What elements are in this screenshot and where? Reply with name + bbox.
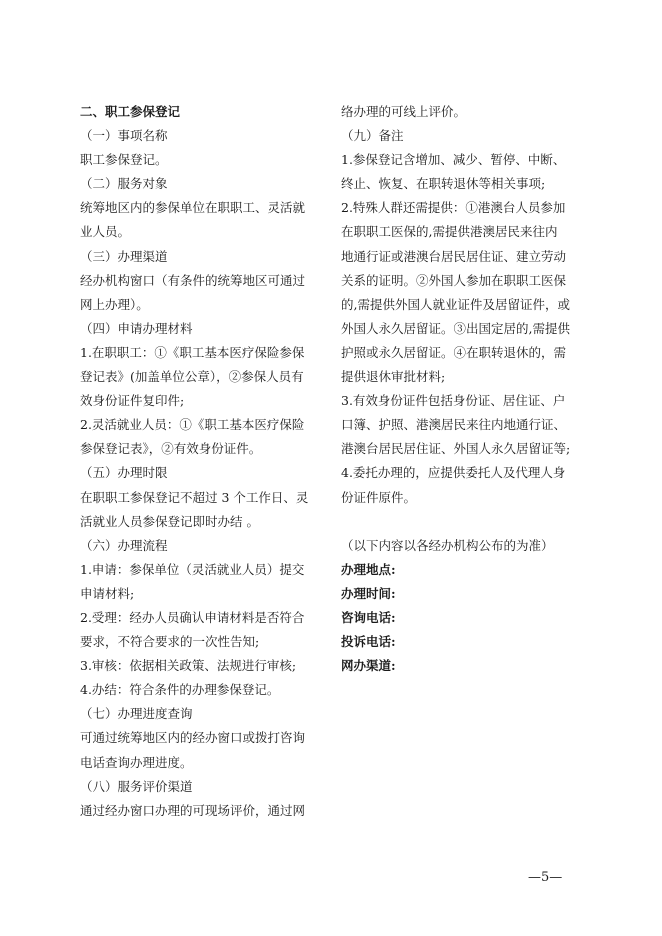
item-heading: （四）申请办理材料 <box>80 320 193 336</box>
text-line: 的,需提供外国人就业证件及居留证件，或 <box>341 296 570 312</box>
text-line: 1.申请：参保单位（灵活就业人员）提交 <box>80 561 305 577</box>
text-line: 港澳台居民居住证、外国人永久居留证等; <box>341 441 571 457</box>
text-line: 通过经办窗口办理的可现场评价，通过网 <box>80 802 306 818</box>
text-line: 电话查询办理进度。 <box>80 754 193 770</box>
item-heading: （三）办理渠道 <box>80 248 168 264</box>
text-line: 效身份证件复印件; <box>80 393 185 409</box>
item-heading: （九）备注 <box>341 128 404 144</box>
text-line: 护照或永久居留证。④在职转退休的，需 <box>341 344 567 360</box>
info-label: 网办渠道: <box>341 658 396 674</box>
text-line: 口簿、护照、港澳居民来往内地通行证、 <box>341 417 567 433</box>
text-line: 外国人永久居留证。③出国定居的,需提供 <box>341 320 570 336</box>
text-line: 参保登记表》，②有效身份证件。 <box>80 441 262 457</box>
text-line: 申请材料; <box>80 585 135 601</box>
text-line: 份证件原件。 <box>341 489 417 505</box>
text-line: 终止、恢复、在职转退休等相关事项; <box>341 176 546 192</box>
text-line: 在职职工参保登记不超过 3 个工作日、灵 <box>80 489 309 505</box>
text-line: 1.在职职工：①《职工基本医疗保险参保 <box>80 344 305 360</box>
item-heading: （六）办理流程 <box>80 537 168 553</box>
text-line: 2.灵活就业人员：①《职工基本医疗保险 <box>80 417 305 433</box>
text-line: 经办机构窗口（有条件的统筹地区可通过 <box>80 272 306 288</box>
info-label: 咨询电话: <box>341 609 396 625</box>
right-column <box>341 100 589 678</box>
text-line: 提供退休审批材料; <box>341 369 446 385</box>
text-line: 关系的证明。②外国人参加在职职工医保 <box>341 272 567 288</box>
info-label: 投诉电话: <box>341 634 396 650</box>
text-line: 4.委托办理的，应提供委托人及代理人身 <box>341 465 566 481</box>
info-label: 办理时间: <box>341 585 396 601</box>
item-heading: （二）服务对象 <box>80 176 168 192</box>
text-line: 2.特殊人群还需提供：①港澳台人员参加 <box>341 200 566 216</box>
item-heading: （一）事项名称 <box>80 128 168 144</box>
item-heading: （七）办理进度查询 <box>80 706 193 722</box>
text-line: 在职职工医保的,需提供港澳居民来往内 <box>341 224 558 240</box>
text-line: 3.审核：依据相关政策、法规进行审核; <box>80 658 297 674</box>
text-line: 职工参保登记。 <box>80 152 168 168</box>
blank-line <box>341 510 589 534</box>
text-line: （以下内容以各经办机构公布的为准） <box>341 537 554 553</box>
info-label: 办理地点: <box>341 561 396 577</box>
text-line: 活就业人员参保登记即时办结 。 <box>80 513 259 529</box>
text-line: 4.办结：符合条件的办理参保登记。 <box>80 682 280 698</box>
section-heading: 二、职工参保登记 <box>80 104 181 119</box>
item-heading: （八）服务评价渠道 <box>80 778 193 794</box>
text-line: 2.受理：经办人员确认申请材料是否符合 <box>80 609 305 625</box>
text-line: 业人员。 <box>80 224 131 240</box>
page-number: —5— <box>528 870 563 885</box>
text-line: 地通行证或港澳台居民居住证、建立劳动 <box>341 248 567 264</box>
text-line: 登记表》(加盖单位公章），②参保人员有 <box>80 369 304 385</box>
text-line: 3.有效身份证件包括身份证、居住证、户 <box>341 393 566 409</box>
item-heading: （五）办理时限 <box>80 465 168 481</box>
text-line: 网上办理）。 <box>80 296 149 312</box>
text-line: 1.参保登记含增加、减少、暂停、中断、 <box>341 152 566 168</box>
text-line: 络办理的可线上评价。 <box>341 104 467 119</box>
text-line: 统筹地区内的参保单位在职职工、灵活就 <box>80 200 306 216</box>
text-line: 要求，不符合要求的一次性告知; <box>80 634 260 650</box>
text-line: 可通过统筹地区内的经办窗口或拨打咨询 <box>80 730 306 746</box>
left-column <box>80 100 328 823</box>
